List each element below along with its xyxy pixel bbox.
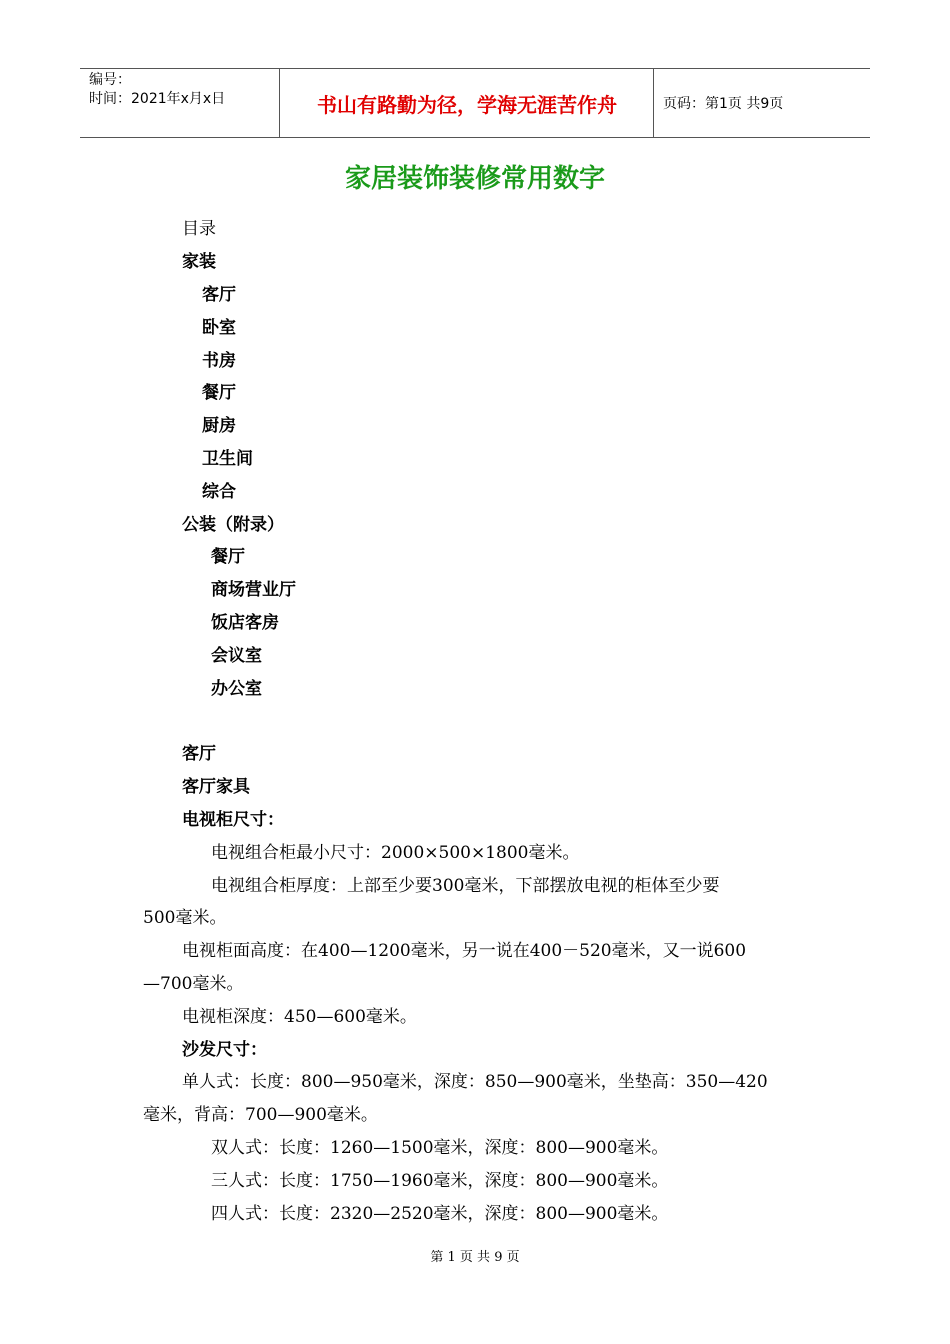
- tv-heading: 电视柜尺寸：: [182, 810, 284, 830]
- toc-home-item: 卧室: [202, 318, 236, 338]
- toc-home-item: 客厅: [202, 285, 236, 305]
- header-meta: [80, 69, 280, 137]
- section-heading: 客厅: [182, 744, 216, 764]
- body-line: 电视柜面高度：在400—1200毫米，另一说在400－520毫米，又一说600: [182, 941, 747, 961]
- header-motto: 书山有路勤为径，学海无涯苦作舟: [281, 69, 654, 137]
- document-title: 家居装饰装修常用数字: [344, 164, 605, 194]
- body-line: 毫米，背高：700—900毫米。: [143, 1105, 378, 1125]
- subsection-heading: 客厅家具: [182, 777, 250, 797]
- body-line: 电视组合柜最小尺寸：2000×500×1800毫米。: [211, 843, 580, 863]
- toc-home-item: 卫生间: [202, 449, 253, 469]
- header-time: 时间：2021年x月x日: [89, 91, 226, 107]
- toc-public-item: 商场营业厅: [211, 580, 296, 600]
- toc-home-item: 餐厅: [202, 383, 236, 403]
- body-line: 单人式：长度：800—950毫米，深度：850—900毫米，坐垫高：350—420: [182, 1072, 768, 1092]
- document-header: [80, 68, 870, 138]
- body-line: 三人式：长度：1750—1960毫米，深度：800—900毫米。: [211, 1171, 669, 1191]
- toc-heading: 目录: [182, 219, 216, 239]
- header-number: 编号：: [89, 72, 131, 88]
- toc-public-item: 办公室: [211, 679, 262, 699]
- header-page: 页码：第1页 共9页: [663, 96, 784, 112]
- body-line: 四人式：长度：2320—2520毫米，深度：800—900毫米。: [211, 1204, 669, 1224]
- body-line: 500毫米。: [143, 908, 227, 928]
- toc-home-item: 厨房: [202, 416, 236, 436]
- toc-home-item: 综合: [202, 482, 236, 502]
- toc-home-item: 书房: [202, 351, 236, 371]
- toc-public-item: 饭店客房: [211, 613, 279, 633]
- body-line: —700毫米。: [143, 974, 244, 994]
- page-footer: 第 1 页 共 9 页: [430, 1250, 520, 1265]
- toc-home: 家装: [182, 252, 216, 272]
- body-line: 电视组合柜厚度：上部至少要300毫米，下部摆放电视的柜体至少要: [211, 876, 720, 896]
- toc-public: 公装（附录）: [182, 515, 284, 535]
- toc-public-item: 餐厅: [211, 547, 245, 567]
- toc-public-item: 会议室: [211, 646, 262, 666]
- sofa-heading: 沙发尺寸：: [182, 1040, 267, 1060]
- body-line: 电视柜深度：450—600毫米。: [182, 1007, 417, 1027]
- body-line: 双人式：长度：1260—1500毫米，深度：800—900毫米。: [211, 1138, 669, 1158]
